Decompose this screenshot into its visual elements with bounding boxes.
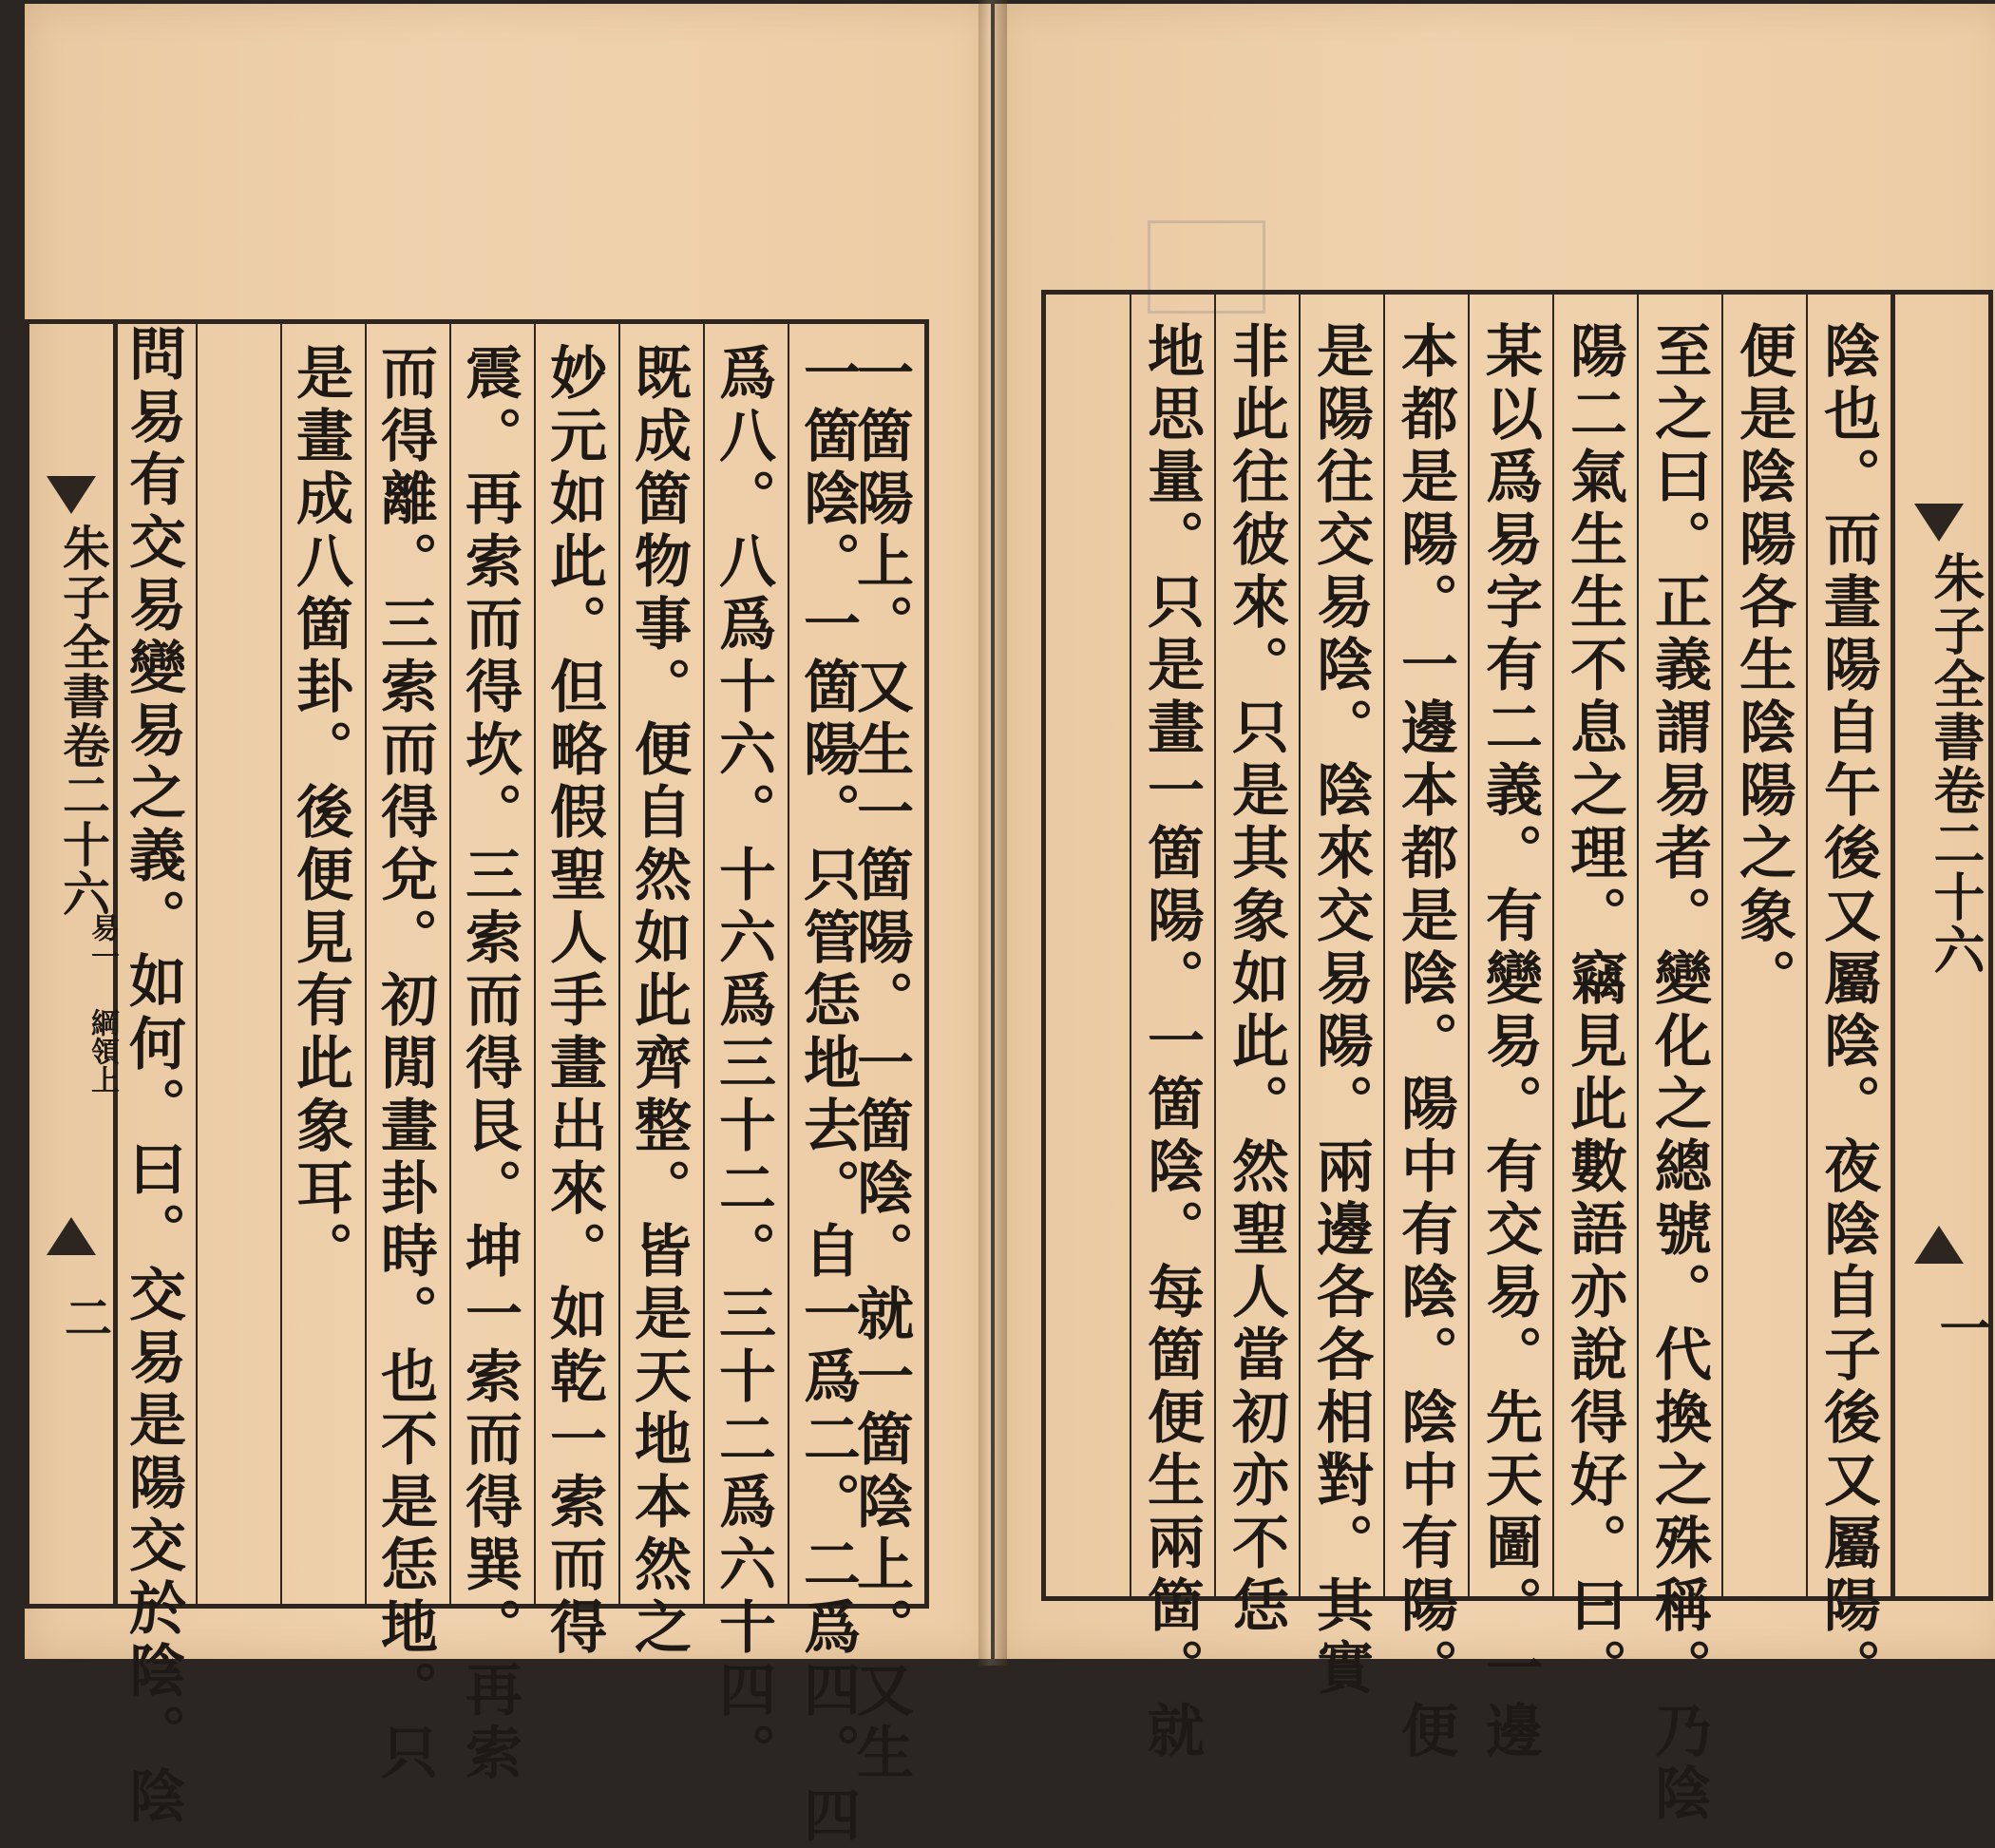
left-column-5: 妙元如此。但略假聖人手畫出來。如乾一索而得 (541, 343, 607, 1660)
left-column-4: 既成箇物事。便自然如此齊整。皆是天地本然之 (625, 343, 692, 1660)
right-text-frame (1041, 290, 1993, 1826)
left-margin-title: 朱子全書卷二十六 (55, 524, 111, 919)
left-margin-section: 易一 (86, 913, 119, 970)
right-margin-page-number: 一 (1931, 1302, 1992, 1353)
left-column-2: 一箇陰。一箇陽。只管恁地去。自一爲二。二爲四。四 (794, 343, 861, 1848)
right-column-8: 非此往彼來。只是其象如此。然聖人當初亦不恁 (1223, 321, 1289, 1638)
right-column-7: 是陽往交易陰。陰來交易陽。兩邊各各相對。其實 (1307, 321, 1374, 1701)
book-gutter (978, 0, 1007, 1666)
right-column-5: 某以爲易字有二義。有變易。有交易。先天圖。一邊 (1476, 321, 1543, 1763)
left-column-7: 而得離。三索而得兌。初閒畫卦時。也不是恁地。只 (371, 343, 438, 1785)
left-column-1: 一箇陽上。又生一箇陽。一箇陰。就一箇陰上。又生 (847, 343, 914, 1785)
left-text-frame (25, 319, 929, 1848)
left-margin-subsection: 綱領上 (86, 1008, 119, 1094)
left-margin-page-number: 二 (57, 1293, 113, 1341)
left-column-3: 爲八。八爲十六。十六爲三十二。三十二爲六十四。 (710, 343, 776, 1785)
right-column-3: 至之曰。正義謂易者。變化之總號。代換之殊稱。乃陰 (1645, 321, 1712, 1826)
right-column-2: 便是陰陽各生陰陽之象。 (1730, 321, 1796, 1011)
right-column-4: 陽二氣生生不息之理。竊見此數語亦說得好。曰。 (1561, 321, 1627, 1701)
right-column-6: 本都是陽。一邊本都是陰。陽中有陰。陰中有陽。便 (1392, 321, 1458, 1763)
right-column-1: 陰也。而晝陽自午後又屬陰。夜陰自子後又屬陽。 (1814, 321, 1881, 1701)
left-column-9: 問易有交易變易之義。如何。曰。交易是陽交於陰。陰 (120, 324, 186, 1829)
left-column-8: 是畫成八箇卦。後便見有此象耳。 (287, 343, 353, 1284)
right-column-9: 地思量。只是畫一箇陽。一箇陰。每箇便生兩箇。就 (1138, 321, 1205, 1763)
right-margin-title: 朱子全書卷二十六 (1926, 551, 1986, 977)
left-column-6: 震。再索而得坎。三索而得艮。坤一索而得巽。再索 (456, 343, 522, 1785)
